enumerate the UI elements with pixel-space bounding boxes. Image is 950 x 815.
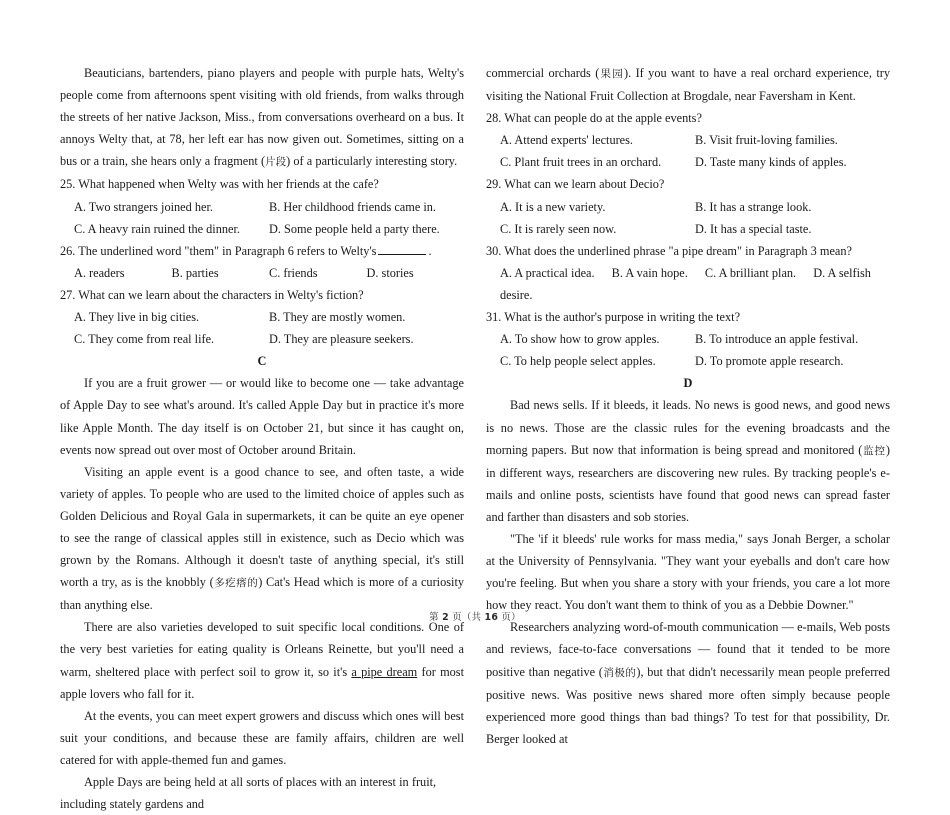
question-26-option-a[interactable]: A. readers <box>74 265 125 280</box>
question-31-option-d[interactable]: D. To promote apple research. <box>695 354 844 369</box>
section-c-p3-text: There are also varieties developed to suit specific local conditions. One of the very best varieties for eating quality is Orleans Reinette, but you'll need a warm, sheltered place with perfect soil to grow it, so it's <box>60 620 464 679</box>
footer-prefix: 第 <box>429 612 439 623</box>
passage-b-text-part1: Beauticians, bartenders, piano players and people with purple hats, Welty's people come from afternoons spent visiting with old friends, from walks through the streets of her native Jackson, Miss., from conversations overheard on a bus. It annoys Welty that, at 78, her left ear has now given out. Sometimes, sitting on a bus or a train, she hears only a fragment ( <box>60 66 464 169</box>
question-27-options-row2 <box>60 328 464 350</box>
question-25-option-a[interactable]: A. Two strangers joined her. <box>74 199 213 214</box>
question-27-number: 27. <box>60 287 76 302</box>
section-c-cont-text: commercial orchards ( <box>486 66 600 80</box>
section-c-cont-end: ). If you want to have a real orchard experience, try visiting the National Fruit Collection at Brogdale, near Faversham in Kent. <box>486 66 890 104</box>
answer-blank[interactable] <box>378 243 426 255</box>
question-25-option-c[interactable]: C. A heavy rain ruined the dinner. <box>74 221 240 236</box>
annotation-orchards: 果园 <box>599 68 624 80</box>
footer-middle: 页（共 <box>452 612 482 623</box>
question-31-options-row2 <box>486 350 890 372</box>
question-25-text: What happened when Welty was with her friends at the cafe? <box>78 177 379 192</box>
question-28-option-a[interactable]: A. Attend experts' lectures. <box>500 133 634 148</box>
question-31-option-b[interactable]: B. To introduce an apple festival. <box>695 332 859 347</box>
question-25-options-row1 <box>60 196 464 218</box>
section-d-paragraph-1 <box>486 394 890 528</box>
section-d-heading: D <box>683 376 693 391</box>
question-26-option-d[interactable]: D. stories <box>366 265 414 280</box>
footer-suffix: 页） <box>501 612 521 623</box>
question-27-option-b[interactable]: B. They are mostly women. <box>269 310 406 325</box>
section-c-continuation <box>486 62 890 107</box>
annotation-knobbly: 多疙瘩的 <box>213 577 259 590</box>
question-28-option-c[interactable]: C. Plant fruit trees in an orchard. <box>500 155 662 170</box>
page-footer <box>0 609 950 623</box>
question-31-option-a[interactable]: A. To show how to grow apples. <box>500 332 660 347</box>
question-25-number: 25. <box>60 177 76 192</box>
footer-page-number: 2 <box>442 612 449 623</box>
question-25-option-d[interactable]: D. Some people held a party there. <box>269 221 440 236</box>
question-31-option-c[interactable]: C. To help people select apples. <box>500 354 656 369</box>
question-30-option-b[interactable]: B. A vain hope. <box>611 265 688 280</box>
question-27-stem <box>60 284 464 306</box>
two-column-layout <box>60 62 890 815</box>
question-27-option-d[interactable]: D. They are pleasure seekers. <box>269 332 414 347</box>
question-27-option-c[interactable]: C. They come from real life. <box>74 332 215 347</box>
question-28-option-b[interactable]: B. Visit fruit-loving families. <box>695 133 838 148</box>
section-c-paragraph-1: If you are a fruit grower — or would like to become one — take advantage of Apple Day to see what's around. It's called Apple Day but in practice it's more like Apple Month. The day itself is on October 21, but since it has caught on, events now spread out over most of October around Britain. <box>60 376 464 457</box>
section-c-heading: C <box>257 354 267 369</box>
question-28-text: What can people do at the apple events? <box>504 111 702 126</box>
question-30-text: What does the underlined phrase "a pipe dream" in Paragraph 3 mean? <box>504 243 852 258</box>
section-d-paragraph-2: "The 'if it bleeds' rule works for mass media," says Jonah Berger, a scholar at the University of Pennsylvania. "They want your eyeballs and don't care how you're feeling. But when you share a story with your friends, you care a lot more how they react. You don't want them to think of you as a Debbie Downer." <box>486 531 890 613</box>
question-27-text: What can we learn about the characters in Welty's fiction? <box>78 287 364 302</box>
question-28-stem <box>486 107 890 129</box>
section-d-p3-text: Researchers analyzing word-of-mouth communication — e-mails, Web posts and reviews, face-to-face conversations — found that it tended to be more positive than negative ( <box>486 620 890 679</box>
question-29-option-d[interactable]: D. It has a special taste. <box>695 221 812 236</box>
question-27-option-a[interactable]: A. They live in big cities. <box>74 310 200 325</box>
question-28-option-d[interactable]: D. Taste many kinds of apples. <box>695 155 847 170</box>
question-25-options-row2 <box>60 218 464 240</box>
passage-b-tail-paragraph <box>60 62 464 173</box>
question-29-options-row2 <box>486 218 890 240</box>
question-25-stem <box>60 173 464 195</box>
question-29-option-c[interactable]: C. It is rarely seen now. <box>500 221 617 236</box>
annotation-monitored: 监控 <box>862 444 886 457</box>
question-30-option-c[interactable]: C. A brilliant plan. <box>704 265 797 280</box>
section-c-p2-end: ) Cat's Head which is more of a curiosity than anything else. <box>60 575 465 613</box>
underlined-phrase-pipe-dream: a pipe dream <box>351 664 418 679</box>
annotation-fragment: 片段 <box>265 156 287 169</box>
question-31-options-row1 <box>486 328 890 350</box>
question-28-options-row1 <box>486 129 890 151</box>
question-29-stem <box>486 173 890 195</box>
section-c-p2-text: Visiting an apple event is a good chance to see, and often taste, a wide variety of apples. To people who are used to the limited choice of apples such as Golden Delicious and Royal Gala in supermarkets, it can be quite an eye opener to see the range of classical apples still in existence, such as Decio which was grown by the Romans. Although it doesn't taste of anything special, it's still worth a try, as is the knobbly ( <box>60 464 464 590</box>
question-30-option-d[interactable]: D. A selfish desire. <box>500 265 871 302</box>
question-26-stem <box>60 240 464 262</box>
question-26-text: The underlined word "them" in Paragraph 6 refers to Welty's <box>78 243 377 258</box>
question-31-number: 31. <box>486 310 502 325</box>
annotation-negative: 消极的 <box>602 666 637 679</box>
question-29-text: What can we learn about Decio? <box>504 177 665 192</box>
question-28-number: 28. <box>486 111 502 126</box>
question-30-stem <box>486 240 890 262</box>
question-26-number: 26. <box>60 243 76 258</box>
footer-total-pages: 16 <box>484 612 499 623</box>
section-c-paragraph-4: At the events, you can meet expert growers and discuss which ones will best suit your conditions, and because these are family affairs, children are well catered for with apple-themed fun and games. <box>60 708 464 767</box>
section-d-paragraph-3 <box>486 616 890 750</box>
question-30-option-a[interactable]: A. A practical idea. <box>500 265 595 280</box>
question-26-text-end: . <box>428 243 432 258</box>
question-29-number: 29. <box>486 177 502 192</box>
question-31-stem <box>486 306 890 328</box>
passage-b-text-part2: ) of a particularly interesting story. <box>286 154 458 169</box>
section-c-paragraph-2 <box>60 461 464 617</box>
section-c-paragraph-5: Apple Days are being held at all sorts of places with an interest in fruit, including stately gardens and <box>60 775 437 812</box>
question-25-option-b[interactable]: B. Her childhood friends came in. <box>269 199 436 214</box>
question-28-options-row2 <box>486 151 890 173</box>
left-column <box>60 62 464 815</box>
section-c-paragraph-3 <box>60 616 464 704</box>
question-30-number: 30. <box>486 243 502 258</box>
question-26-options-row <box>60 262 464 284</box>
question-30-options-row <box>486 262 890 306</box>
question-26-option-b[interactable]: B. parties <box>171 265 219 280</box>
section-d-p1-text: Bad news sells. If it bleeds, it leads. No news is good news, and good news is no news. Those are the classic rules for the evening broadcasts and the morning papers. But now that information is being spread and monitored ( <box>486 398 890 457</box>
question-27-options-row1 <box>60 306 464 328</box>
section-c-p3-end: for most apple lovers who fall for it. <box>60 664 464 701</box>
question-26-option-c[interactable]: C. friends <box>269 265 318 280</box>
question-29-option-a[interactable]: A. It is a new variety. <box>500 199 606 214</box>
question-29-options-row1 <box>486 196 890 218</box>
question-31-text: What is the author's purpose in writing the text? <box>504 310 741 325</box>
right-column <box>486 62 890 750</box>
section-d-p1-end: ) in different ways, researchers are discovering new rules. By tracking people's e-mails and online posts, scientists have found that good news can spread faster and farther than disasters and sob stories. <box>486 442 891 524</box>
section-d-p3-end: ), but that didn't necessarily mean people preferred positive news. Was positive news shared more often simply because people experienced more good things than bad things? To test for that possibility, Dr. Berger looked at <box>486 664 891 746</box>
question-29-option-b[interactable]: B. It has a strange look. <box>695 199 812 214</box>
